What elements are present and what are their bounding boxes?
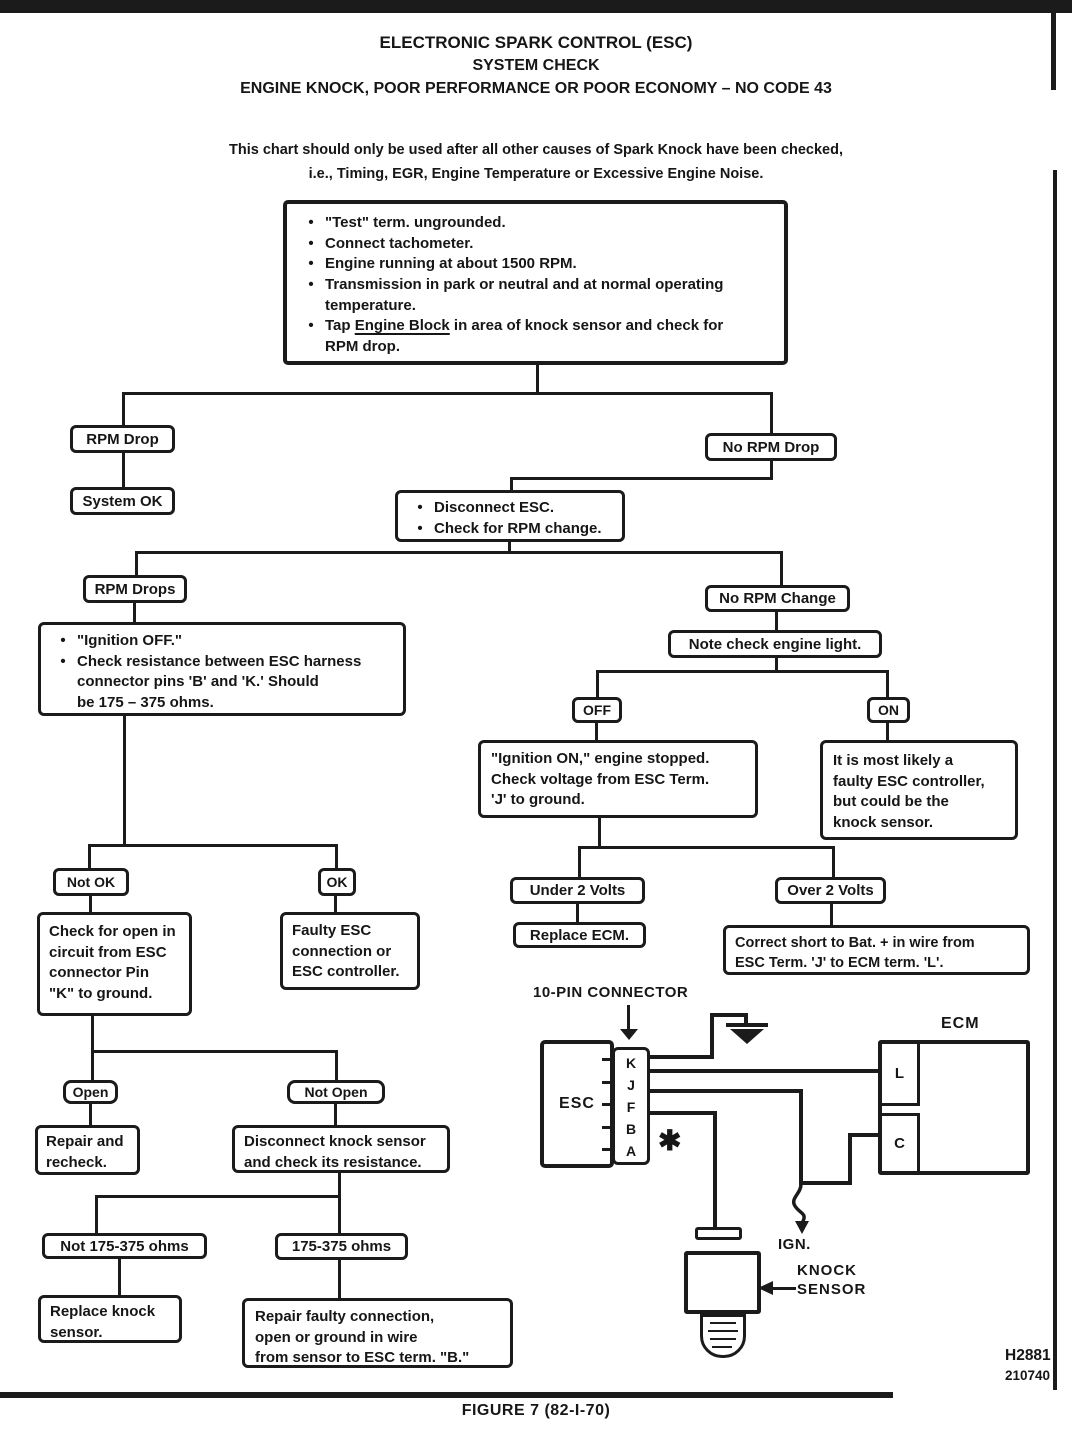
connector-line	[91, 1016, 94, 1052]
bolt-thread	[710, 1322, 736, 1324]
wire-k-to-ground	[710, 1013, 748, 1017]
connector-line	[780, 551, 783, 585]
connector-line	[598, 818, 601, 849]
node-correct-short	[723, 925, 1030, 975]
pin-stub	[602, 1148, 614, 1151]
list-item	[406, 498, 614, 519]
list-item	[406, 519, 614, 540]
connector-line	[770, 392, 773, 433]
ten-pin-connector-strip	[612, 1047, 650, 1165]
list-item-text: Connect tachometer.	[325, 234, 474, 252]
bullet-icon: •	[308, 276, 314, 294]
line: ESC controller.	[292, 963, 400, 981]
node-replace-ecm: Replace ECM.	[513, 922, 646, 948]
node-disconnect-esc	[395, 490, 625, 542]
wire-f	[650, 1089, 802, 1093]
connector-line	[338, 1195, 341, 1233]
line	[325, 316, 723, 337]
node-repair-faulty-connection	[242, 1298, 513, 1368]
knock-sensor-body	[684, 1251, 761, 1314]
node-off: OFF	[572, 697, 622, 723]
connector-line	[596, 670, 889, 673]
figure-caption: FIGURE 7 (82-I-70)	[461, 1402, 611, 1419]
node-note-check-engine-light: Note check engine light.	[668, 630, 882, 658]
node-not-ok: Not OK	[53, 868, 129, 896]
list-item	[297, 316, 774, 357]
ecm-box	[878, 1040, 1030, 1175]
ground-icon	[726, 1023, 768, 1027]
wire-k-to-ground	[710, 1013, 714, 1059]
connector-line	[830, 904, 833, 925]
node-test-setup	[283, 200, 788, 365]
document-number: H2881	[1005, 1347, 1051, 1364]
bolt-thread	[708, 1330, 738, 1332]
wire-k-to-ground	[650, 1055, 714, 1059]
connector-line	[89, 896, 92, 912]
line: temperature.	[325, 296, 416, 314]
knock-sensor-cap	[695, 1227, 742, 1240]
bullet-icon: •	[308, 255, 314, 273]
connector-line	[334, 896, 337, 912]
list-item	[297, 254, 774, 275]
bolt-thread	[712, 1346, 732, 1348]
ecm-label: ECM	[941, 1015, 980, 1032]
connector-line	[122, 392, 125, 425]
bullet-icon: •	[308, 234, 314, 252]
line: "Ignition ON," engine stopped.	[491, 750, 710, 767]
list-item-text: "Test" term. ungrounded.	[325, 214, 506, 231]
connector-line	[595, 723, 598, 740]
node-not-open: Not Open	[287, 1080, 385, 1104]
node-175-375-ohms: 175-375 ohms	[275, 1233, 408, 1260]
connector-line	[122, 453, 125, 487]
ign-label: IGN.	[778, 1236, 811, 1253]
wire-b-to-knock-sensor	[713, 1111, 717, 1229]
pin-label: A	[625, 1143, 637, 1159]
connector-line	[123, 716, 126, 846]
connector-line	[335, 1050, 338, 1080]
pin-label: B	[625, 1121, 637, 1137]
line: Repair and	[46, 1133, 124, 1150]
connector-line	[133, 603, 136, 622]
line: but could be the	[833, 793, 949, 811]
line: connection or	[292, 942, 392, 960]
list-item-text: Disconnect ESC.	[434, 499, 555, 516]
asterisk-icon: ✱	[658, 1125, 682, 1156]
line: ESC Term. 'J' to ECM term. 'L'.	[735, 955, 944, 971]
line: Replace knock	[50, 1303, 156, 1320]
ground-icon	[730, 1029, 764, 1044]
connector-line	[832, 846, 835, 877]
connector-line	[118, 1259, 121, 1295]
text: in area of knock sensor and check for	[449, 317, 724, 335]
line: sensor.	[50, 1323, 103, 1341]
bullet-icon: •	[308, 317, 314, 335]
ecm-terminal-l: L	[882, 1044, 920, 1106]
list-item-text	[325, 316, 723, 357]
wire-j-to-ecm-l	[650, 1069, 878, 1073]
list-item-text: Engine running at about 1500 RPM.	[325, 255, 577, 273]
node-no-rpm-drop: No RPM Drop	[705, 433, 837, 461]
list-item-text	[325, 275, 723, 316]
node-ignition-on-check	[478, 740, 758, 818]
line: Faulty ESC	[292, 922, 372, 939]
list-item	[297, 213, 774, 234]
knock-sensor-pointer	[772, 1287, 796, 1290]
connector-line	[89, 1104, 92, 1125]
text: Tap	[325, 317, 355, 335]
bullet-icon: •	[60, 652, 66, 670]
connector-line	[775, 612, 778, 630]
bullet-icon: •	[308, 214, 314, 231]
arrow-down-icon	[620, 1029, 638, 1040]
connector-line	[91, 1050, 338, 1053]
knock-sensor-label: SENSOR	[797, 1281, 867, 1298]
pin-stub	[602, 1103, 614, 1106]
connector-line	[91, 1050, 94, 1080]
node-over-2-volts: Over 2 Volts	[775, 877, 886, 904]
line: Transmission in park or neutral and at normal operating	[325, 276, 724, 294]
page-top-border	[0, 0, 1072, 13]
line: Repair faulty connection,	[255, 1308, 435, 1325]
line: faulty ESC controller,	[833, 772, 985, 790]
line: "K" to ground.	[49, 985, 153, 1003]
arrow-left-icon	[758, 1281, 773, 1295]
connector-line	[576, 904, 579, 922]
line: knock sensor.	[833, 814, 934, 832]
node-ignition-off-check	[38, 622, 406, 716]
node-no-rpm-change: No RPM Change	[705, 585, 850, 612]
connector-line	[510, 477, 513, 491]
wire-c-to-ign	[850, 1133, 878, 1137]
line: circuit from ESC	[49, 943, 167, 961]
connector-line	[135, 551, 138, 575]
bullet-icon: •	[417, 499, 423, 516]
node-rpm-drop: RPM Drop	[70, 425, 175, 453]
knock-sensor-label: KNOCK	[797, 1262, 857, 1279]
node-replace-knock-sensor	[38, 1295, 182, 1343]
node-check-open-circuit	[37, 912, 192, 1016]
bullet-icon: •	[417, 519, 423, 537]
connector-line	[334, 1104, 337, 1125]
pin-stub	[602, 1081, 614, 1084]
usage-note: This chart should only be used after all other causes of Spark Knock have been checked,	[228, 142, 844, 158]
bullet-icon: •	[60, 632, 66, 649]
connector-line	[122, 392, 772, 395]
connector-line	[88, 844, 338, 847]
list-item-text: Check for RPM change.	[434, 519, 602, 537]
line: from sensor to ESC term. "B."	[255, 1349, 470, 1367]
node-disconnect-knock-sensor	[232, 1125, 450, 1173]
list-item-text: "Ignition OFF."	[77, 632, 183, 649]
page-subtitle-condition: ENGINE KNOCK, POOR PERFORMANCE OR POOR ECONOMY – NO CODE 43	[240, 80, 832, 97]
node-ok: OK	[318, 868, 356, 896]
page-title: ELECTRONIC SPARK CONTROL (ESC)	[379, 33, 693, 52]
node-faulty-esc-connection	[280, 912, 420, 990]
line: Check resistance between ESC harness	[77, 652, 362, 670]
connector-pointer-line	[627, 1005, 630, 1030]
connector-line	[536, 363, 539, 392]
connector-line	[886, 670, 889, 697]
connector-line	[95, 1195, 98, 1233]
usage-note: i.e., Timing, EGR, Engine Temperature or Excessive Engine Noise.	[308, 166, 764, 182]
node-open: Open	[63, 1080, 118, 1104]
ecm-terminal-c: C	[882, 1113, 920, 1171]
line: Check voltage from ESC Term.	[491, 770, 710, 788]
node-rpm-drops: RPM Drops	[83, 575, 187, 603]
wire-b-to-knock-sensor	[650, 1111, 716, 1115]
node-faulty-controller-likely	[820, 740, 1018, 840]
line: Correct short to Bat. + in wire from	[735, 935, 975, 951]
pin-label: J	[627, 1077, 635, 1093]
line: and check its resistance.	[244, 1153, 422, 1171]
node-on: ON	[867, 697, 910, 723]
pin-label: F	[626, 1099, 636, 1115]
connector-line	[338, 1260, 341, 1298]
underlined-text: Engine Block	[354, 317, 450, 335]
knock-sensor-bolt	[700, 1314, 746, 1358]
list-item	[297, 275, 774, 316]
line: open or ground in wire	[255, 1328, 418, 1346]
esc-module-box: ESC	[540, 1040, 614, 1168]
connector-line	[95, 1195, 341, 1198]
list-item	[297, 234, 774, 255]
ten-pin-connector-label: 10-PIN CONNECTOR	[533, 984, 689, 1001]
page-bottom-rule	[0, 1392, 893, 1398]
pin-label: K	[625, 1055, 637, 1071]
pin-stub	[602, 1058, 614, 1061]
line: RPM drop.	[325, 338, 400, 356]
connector-line	[335, 844, 338, 868]
list-item	[49, 631, 395, 652]
list-item-text	[77, 652, 361, 714]
connector-line	[886, 723, 889, 740]
wire-c-to-ign	[848, 1133, 852, 1185]
node-under-2-volts: Under 2 Volts	[510, 877, 645, 904]
connector-line	[578, 846, 835, 849]
node-system-ok: System OK	[70, 487, 175, 515]
connector-line	[135, 551, 783, 554]
document-code: 210740	[1005, 1368, 1051, 1383]
connector-line	[88, 844, 91, 868]
line: connector Pin	[49, 964, 150, 982]
line: 'J' to ground.	[491, 791, 585, 809]
line: be 175 – 375 ohms.	[77, 694, 214, 712]
list-item	[49, 652, 395, 714]
page-subtitle: SYSTEM CHECK	[472, 57, 600, 74]
ign-coil-wire	[790, 1183, 816, 1235]
connector-line	[596, 670, 599, 697]
node-repair-recheck	[35, 1125, 140, 1175]
line: recheck.	[46, 1153, 107, 1171]
node-not-175-375-ohms: Not 175-375 ohms	[42, 1233, 207, 1259]
wire-f	[799, 1089, 803, 1185]
line: Disconnect knock sensor	[244, 1133, 426, 1150]
line: connector pins 'B' and 'K.' Should	[77, 673, 319, 691]
line: It is most likely a	[833, 752, 954, 769]
bolt-thread	[710, 1338, 736, 1340]
connector-line	[510, 477, 773, 480]
page-right-border	[1053, 170, 1057, 1390]
connector-line	[578, 846, 581, 877]
line: Check for open in	[49, 923, 176, 940]
pin-stub	[602, 1126, 614, 1129]
